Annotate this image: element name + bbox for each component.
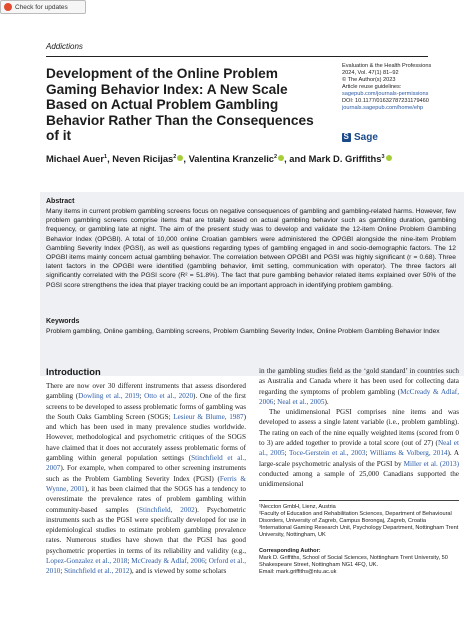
paragraph: [259, 366, 459, 407]
author-name: Valentina Kranzelic: [188, 153, 275, 164]
corresponding-heading: Corresponding Author:: [259, 548, 321, 554]
keywords-heading: Keywords: [46, 318, 80, 325]
journal-volume: 2024, Vol. 47(1) 81–92: [342, 70, 399, 76]
corresponding-address: Mark D. Griffiths, School of Social Sciences, Nottingham Trent University, 50 Shakespeare Street, Nottingham NG1 4FQ, UK.: [259, 554, 448, 568]
publisher-name: Sage: [354, 132, 378, 143]
sage-logo: [342, 132, 378, 143]
citation-link[interactable]: Dowling et al., 2019: [78, 392, 140, 401]
citation-link[interactable]: Ferris & Wynne, 2001: [46, 474, 247, 493]
citation-link[interactable]: McCready & Adlaf, 2006: [259, 387, 459, 406]
author-affiliation-mark: 2: [173, 153, 177, 160]
doi[interactable]: DOI: 10.1177/01632787231179460: [342, 98, 429, 104]
citation-link[interactable]: Toce-Gerstein et al., 2003: [289, 449, 366, 458]
body-text: ;: [60, 567, 65, 576]
copyright: © The Author(s) 2023: [342, 77, 396, 83]
author-affiliation-mark: 1: [104, 153, 108, 160]
body-text: ;: [284, 449, 290, 458]
body-text: ). Psychometric instruments such as the PGSI were specifically developed for use in epidemiological studies to estimate problem gambling prevalence rates. Numerous studies have shown that the PGSI has good psychometric properties in terms of its reliability and validity (e.g.,: [46, 505, 246, 555]
citation-link[interactable]: Lopez-Gonzalez et al., 2018: [46, 557, 128, 566]
citation-link[interactable]: Otto et al., 2020: [144, 392, 194, 401]
affiliation-footnotes: [259, 504, 464, 539]
check-for-updates-label: Check for updates: [15, 3, 68, 11]
author-separator: , and: [284, 153, 309, 164]
body-text: ). For example, when compared to other screening instruments such as the Problem Gambling Severity Index (PGSI) (: [46, 464, 246, 483]
crossmark-icon: [4, 3, 12, 11]
author-affiliation-mark: 3: [381, 153, 385, 160]
citation-link[interactable]: Lesieur & Blume, 1987: [173, 412, 244, 421]
body-text: ;: [204, 557, 209, 566]
citation-link[interactable]: McCready & Adlaf, 2006: [131, 557, 205, 566]
body-text: ) and which has been used in many prevalence studies worldwide. However, methodological and psychometric critiques of the SOGS have claimed that it does not accurately assess problematic forms of gambling within general population settings (: [46, 412, 246, 463]
citation-link[interactable]: Stinchfield, 2002: [139, 505, 195, 514]
author-name: Mark D. Griffiths: [308, 153, 382, 164]
journal-meta: [342, 63, 462, 112]
body-text: There are now over 30 different instruments that assess disordered gambling (: [46, 382, 246, 401]
body-text: The unidimensional PGSI comprises nine items and was developed to assess a single latent variable (i.e., problem gambling). The rating on each of the nine equally weighted items (scored from 0 to 3) are added together to provide a total score (out of 27) (: [259, 408, 459, 448]
citation-link[interactable]: Neal et al., 2005: [259, 439, 459, 458]
author-name: Neven Ricijas: [112, 153, 174, 164]
body-text: ;: [273, 397, 278, 406]
body-column-right: [259, 366, 459, 490]
footnote-divider: [259, 500, 459, 501]
body-text: ;: [139, 392, 145, 401]
abstract-text: Many items in current problem gambling screens focus on negative consequences of gambling and gambling-related harms. However, few problem gambling screens comprise items that are totally based on actual gambling behavior such as gambling duration, gambling frequency, or gambling late at night. The aim of the present study was to develop and validate the 12-item Online Problem Gambling Behavior Index (OPGBI). A total of 10,000 online Croatian gamblers were administered the OPGBI alongside the nine-item Problem Gambling Severity Index (PGSI), as well as questions regarding types of gambling engaged in and socio-demographic factors. The 12 OPGBI items mainly concern actual gambling behavior. The correlation between OPGBI and PGSI was highly significant (r = 0.68). Three latent factors in the OPGBI were identified (gambling behavior, limit setting, communication with operator). The three factors all significantly correlated with the PGSI score (R² = 51.8%). The fact that pure gambling behavior related items explained over 50% of the PGSI score strengthens the idea that player tracking could be an important approach in identifying problem gambling.: [46, 208, 456, 289]
body-text: ). A large-scale psychometric analysis of the PGSI by: [259, 449, 460, 468]
permissions-link[interactable]: sagepub.com/journals-permissions: [342, 91, 429, 97]
paragraph: [46, 381, 246, 577]
body-text: ), and is viewed by some scholars: [129, 567, 227, 576]
corresponding-author: [259, 548, 464, 576]
citation-link[interactable]: Neal et al., 2005: [277, 397, 325, 406]
abstract-heading: Abstract: [46, 198, 75, 205]
author-separator: ,: [183, 153, 189, 164]
affiliation-1: ¹Neccton GmbH, Lienz, Austria: [259, 504, 336, 510]
sage-logo-icon: [342, 133, 351, 142]
journal-section-label: Addictions: [46, 42, 83, 51]
body-text: conducted among a sample of 25,000 Canadians supported the unidimensional: [259, 469, 459, 489]
body-text: ).: [324, 397, 329, 406]
orcid-icon[interactable]: [386, 155, 392, 161]
author-name: Michael Auer: [46, 153, 105, 164]
paragraph: [259, 407, 459, 489]
author-list: [46, 153, 392, 164]
body-column-left: [46, 381, 246, 577]
citation-link[interactable]: Stinchfield et al., 2012: [64, 567, 130, 576]
journal-home-link[interactable]: journals.sagepub.com/home/ehp: [342, 105, 424, 111]
body-text: ;: [127, 557, 132, 566]
header-divider: [46, 56, 428, 57]
check-for-updates-badge[interactable]: [0, 0, 86, 14]
body-text: ), it has been claimed that the SOGS has a tendency to overestimate the prevalence rates of problem gambling within community-based samples (: [46, 484, 246, 514]
citation-link[interactable]: Williams & Volberg, 2014: [369, 449, 448, 458]
affiliation-2: ²Faculty of Education and Rehabilitation Sciences, Department of Behavioural Disorders, University of Zagreb, Campus Borongaj, Zagreb, Croatia: [259, 510, 452, 524]
reuse-guidelines-label: Article reuse guidelines:: [342, 84, 402, 90]
journal-name: Evaluation & the Health Professions: [342, 63, 432, 69]
corresponding-email[interactable]: Email: mark.griffiths@ntu.ac.uk: [259, 568, 337, 575]
citation-link[interactable]: Stinchfield et al., 2007: [46, 454, 246, 473]
keywords-text: Problem gambling, Online gambling, Gambling screens, Problem Gambling Severity Index, Online Problem Gambling Behavior Index: [46, 328, 440, 335]
body-text: in the gambling studies field as the ‘gold standard’ in countries such as Australia and Canada where it has been used for collecting data regarding the symptoms of problem gambling (: [259, 367, 459, 396]
affiliation-3: ³International Gaming Research Unit, Psychology Department, Nottingham Trent University, Nottingham, UK: [259, 524, 459, 538]
author-affiliation-mark: 2: [274, 153, 278, 160]
article-title: Development of the Online Problem Gaming Behavior Index: A New Scale Based on Actual Problem Gambling Behavior Rather Than the Consequences of it: [46, 66, 314, 144]
introduction-heading: Introduction: [46, 366, 101, 377]
body-text: ). One of the first screens to be developed to assess problematic forms of gambling was the South Oaks Gambling Screen (SOGS;: [46, 392, 246, 421]
author-separator: ,: [107, 153, 113, 164]
citation-link[interactable]: Orford et al., 2010: [46, 557, 247, 576]
citation-link[interactable]: Miller et al. (2013): [403, 459, 459, 468]
body-text: ;: [365, 449, 370, 458]
